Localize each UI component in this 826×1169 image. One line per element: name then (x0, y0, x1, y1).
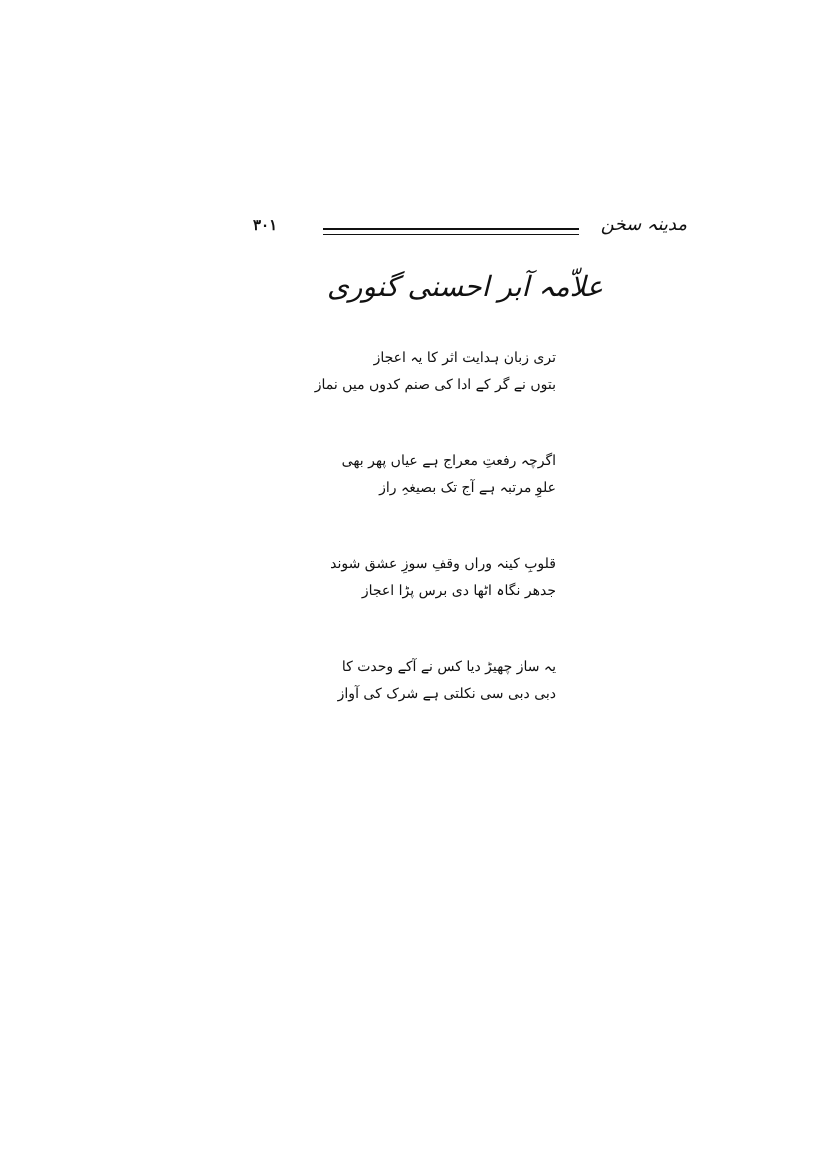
verse-line: جدھر نگاہ اٹھا دی برس پڑا اعجاز (361, 583, 556, 599)
couplet (337, 654, 556, 708)
verse-line: تری زبان ہدایت اثر کا یہ اعجاز (373, 350, 556, 366)
running-header (235, 214, 687, 250)
book-title: مدینہ سخن (600, 214, 687, 235)
poem (314, 345, 556, 757)
verse-line: یہ ساز چھیڑ دیا کس نے آکے وحدت کا (341, 659, 556, 675)
couplet (330, 551, 556, 605)
couplet (341, 448, 556, 502)
verse-line: دبی دبی سی نکلتی ہے شرک کی آواز (337, 686, 556, 702)
page-number: ۳۰۱ (253, 216, 278, 234)
verse-line: بتوں نے گر کے ادا کی صنم کدوں میں نماز (314, 377, 556, 393)
verse-line: اگرچہ رفعتِ معراج ہے عیاں پھر بھی (341, 453, 556, 469)
verse-line: قلوبِ کینہ وراں وقفِ سوزِ عشق شوند (330, 556, 556, 572)
poet-name: علاّمہ آبر احسنی گنوری (326, 270, 604, 303)
header-rule (323, 228, 579, 235)
couplet (314, 345, 556, 399)
verse-line: علوِ مرتبہ ہے آج تک بصیغہِ راز (379, 480, 556, 496)
